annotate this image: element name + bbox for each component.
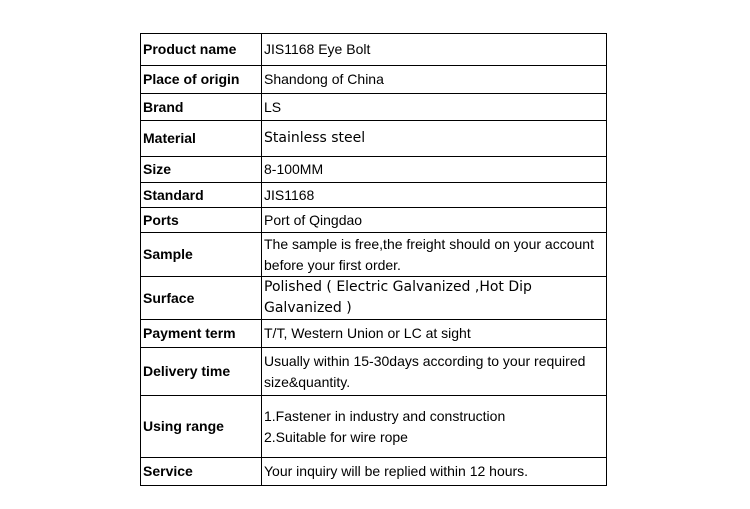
- table-row: [141, 348, 607, 396]
- table-row: [141, 94, 607, 121]
- product-spec-table: [140, 33, 607, 486]
- table-row: [141, 458, 607, 486]
- value-line: before your first order.: [264, 256, 401, 273]
- value-line: The sample is free,the freight should on your account: [264, 235, 594, 252]
- row-label: Place of origin: [141, 66, 262, 94]
- value-line: size&quantity.: [264, 373, 351, 390]
- row-label: Standard: [141, 183, 262, 208]
- row-value: Port of Qingdao: [262, 208, 607, 233]
- table-row: [141, 208, 607, 233]
- table-row: [141, 277, 607, 320]
- table-row: [141, 66, 607, 94]
- row-value: T/T, Western Union or LC at sight: [262, 320, 607, 348]
- row-value: Polished ( Electric Galvanized ,Hot Dip Galvanized ): [262, 277, 607, 320]
- row-label: Service: [141, 458, 262, 486]
- row-value: Stainless steel: [262, 121, 607, 157]
- row-value: 8-100MM: [262, 157, 607, 183]
- value-line: 1.Fastener in industry and construction: [264, 407, 506, 424]
- row-label: Size: [141, 157, 262, 183]
- row-label: Brand: [141, 94, 262, 121]
- row-value: JIS1168: [262, 183, 607, 208]
- row-value: Your inquiry will be replied within 12 hours.: [262, 458, 607, 486]
- row-label: Delivery time: [141, 348, 262, 396]
- table-row: [141, 121, 607, 157]
- row-label: Ports: [141, 208, 262, 233]
- row-value: Shandong of China: [262, 66, 607, 94]
- table-row: [141, 183, 607, 208]
- table-row: [141, 396, 607, 458]
- value-line: 2.Suitable for wire rope: [264, 428, 408, 445]
- row-label: Surface: [141, 277, 262, 320]
- row-value: [262, 396, 607, 458]
- row-label: Sample: [141, 233, 262, 277]
- table-row: [141, 157, 607, 183]
- table-row: [141, 320, 607, 348]
- row-label: Using range: [141, 396, 262, 458]
- row-value: [262, 348, 607, 396]
- row-value: LS: [262, 94, 607, 121]
- row-value: [262, 233, 607, 277]
- value-line: Usually within 15-30days according to your required: [264, 352, 586, 369]
- table-row: [141, 233, 607, 277]
- row-label: Payment term: [141, 320, 262, 348]
- table-row: [141, 34, 607, 66]
- row-value: JIS1168 Eye Bolt: [262, 34, 607, 66]
- row-label: Product name: [141, 34, 262, 66]
- row-label: Material: [141, 121, 262, 157]
